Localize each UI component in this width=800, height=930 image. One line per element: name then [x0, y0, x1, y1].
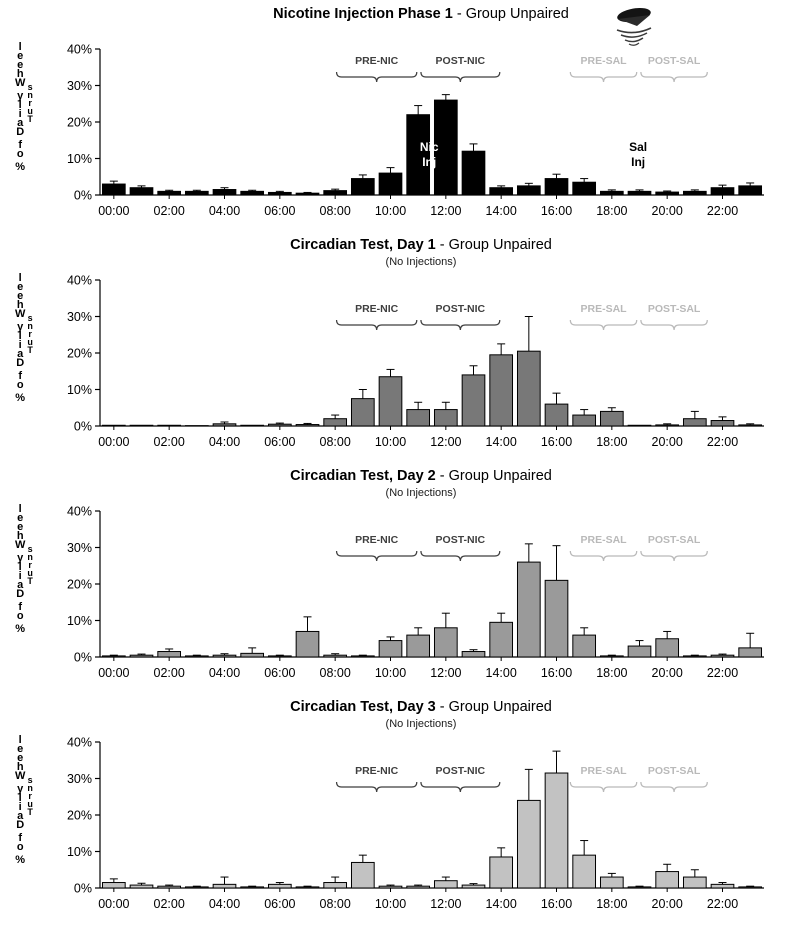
bar [711, 655, 734, 657]
bar [241, 425, 264, 426]
bar [268, 656, 291, 657]
bar [600, 191, 623, 195]
bar [573, 635, 596, 657]
bars [102, 562, 761, 657]
phase-label: PRE-NIC [355, 765, 399, 777]
bar [268, 424, 291, 426]
bar [130, 188, 153, 195]
phase-label: PRE-NIC [355, 303, 399, 315]
x-tick-label: 22:00 [706, 897, 739, 911]
phase-label: POST-SAL [647, 765, 701, 777]
phase-brace [570, 782, 636, 792]
x-tick-label: 04:00 [208, 435, 241, 449]
phase-annotations [337, 765, 708, 792]
bar [102, 883, 125, 888]
bar [600, 656, 623, 657]
x-tick-label: 12:00 [430, 897, 462, 911]
x-tick-label: 12:00 [430, 435, 462, 449]
x-tick-label: 08:00 [319, 897, 351, 911]
phase-brace [641, 551, 707, 561]
bar [130, 655, 153, 657]
y-tick-label: 10% [66, 152, 92, 166]
bar [407, 410, 430, 426]
x-tick-label: 10:00 [374, 435, 407, 449]
y-tick-label: 20% [66, 808, 92, 823]
bar [241, 887, 264, 888]
chart-title [8, 4, 794, 25]
bar [739, 887, 762, 888]
axes [100, 742, 764, 888]
x-ticks [98, 195, 738, 218]
y-ticks [67, 43, 100, 203]
bar [711, 884, 734, 888]
bar [656, 425, 679, 426]
y-ticks [67, 274, 100, 434]
phase-label: POST-NIC [435, 765, 486, 777]
phase-label: PRE-NIC [355, 534, 399, 546]
x-tick-label: 12:00 [430, 204, 462, 218]
x-tick-label: 02:00 [153, 897, 185, 911]
bar [185, 656, 208, 657]
bar [656, 872, 679, 888]
x-tick-label: 10:00 [374, 666, 407, 680]
x-tick-label: 18:00 [596, 435, 628, 449]
x-ticks [98, 426, 738, 449]
bar [407, 635, 430, 657]
bar [379, 173, 402, 195]
bar [628, 646, 651, 657]
x-tick-label: 22:00 [706, 666, 739, 680]
bar [130, 425, 153, 426]
chart-title [8, 235, 794, 256]
bar [351, 179, 374, 195]
injection-label: Nic [419, 140, 439, 154]
x-tick-label: 02:00 [153, 666, 185, 680]
injection-label: Sal [629, 140, 648, 154]
bar [628, 425, 651, 426]
phase-label: POST-SAL [647, 534, 701, 546]
y-tick-label: 10% [66, 845, 92, 859]
y-tick-label: 30% [66, 772, 92, 786]
x-tick-label: 08:00 [319, 666, 351, 680]
bar [434, 628, 457, 657]
chart-panel-circadian-day3 [8, 697, 794, 928]
y-ticks [67, 505, 100, 665]
y-tick-label: 40% [66, 42, 92, 57]
bar [656, 639, 679, 657]
x-tick-label: 14:00 [485, 435, 517, 449]
bar [379, 641, 402, 657]
x-tick-label: 16:00 [540, 204, 573, 218]
y-tick-label: 20% [66, 346, 92, 361]
error-bars [221, 317, 755, 425]
bar [324, 883, 347, 888]
bar [517, 562, 540, 657]
chart-title-suffix: - Group Unpaired [435, 468, 552, 484]
bar [351, 656, 374, 657]
bar [573, 415, 596, 426]
phase-brace [421, 551, 500, 561]
chart-area [8, 499, 794, 697]
bar [462, 652, 485, 657]
bar [545, 404, 568, 426]
phase-brace [421, 782, 500, 792]
y-axis-label: l e e h W y l i a D f o % s n r u T [15, 41, 33, 173]
x-tick-label: 08:00 [319, 435, 351, 449]
bar [351, 399, 374, 426]
axes [100, 511, 764, 657]
phase-brace [337, 72, 417, 82]
axes [100, 280, 764, 426]
x-tick-label: 16:00 [540, 666, 573, 680]
phase-brace [641, 72, 707, 82]
bar [102, 425, 125, 426]
bar [683, 877, 706, 888]
chart-subtitle [8, 25, 794, 37]
bar [490, 355, 513, 426]
bar [213, 190, 236, 195]
injection-label: Inj [422, 155, 437, 169]
bar [628, 191, 651, 195]
chart-area [8, 268, 794, 466]
y-tick-label: 0% [73, 188, 92, 203]
chart-area [8, 730, 794, 928]
bar [573, 855, 596, 888]
bar [213, 884, 236, 888]
x-tick-label: 02:00 [153, 204, 185, 218]
y-tick-label: 0% [73, 881, 92, 896]
bars [102, 773, 761, 888]
y-tick-label: 30% [66, 541, 92, 555]
x-tick-label: 06:00 [264, 435, 296, 449]
bar [739, 648, 762, 657]
bar [324, 655, 347, 657]
x-tick-label: 20:00 [651, 435, 683, 449]
bar [517, 186, 540, 195]
chart-subtitle: (No Injections) [385, 487, 457, 499]
bar [241, 653, 264, 657]
phase-annotations [337, 55, 708, 82]
y-tick-label: 30% [66, 79, 92, 93]
x-tick-label: 14:00 [485, 204, 517, 218]
bar [185, 191, 208, 195]
y-tick-label: 0% [73, 419, 92, 434]
phase-brace [641, 320, 707, 330]
bar [517, 351, 540, 426]
x-tick-label: 16:00 [540, 435, 573, 449]
phase-label: POST-SAL [647, 303, 701, 315]
x-tick-label: 14:00 [485, 666, 517, 680]
phase-brace [421, 72, 500, 82]
phase-label: POST-NIC [435, 303, 486, 315]
y-tick-label: 40% [66, 735, 92, 750]
phase-brace [570, 320, 636, 330]
chart-title [8, 466, 794, 487]
bar [434, 881, 457, 888]
x-tick-label: 04:00 [208, 897, 241, 911]
y-tick-label: 30% [66, 310, 92, 324]
chart-title [8, 697, 794, 718]
y-tick-label: 40% [66, 273, 92, 288]
chart-title-main: Circadian Test, Day 1 [290, 237, 436, 253]
x-tick-label: 00:00 [98, 435, 130, 449]
bar [130, 885, 153, 888]
bar [545, 580, 568, 657]
phase-brace [337, 320, 417, 330]
phase-label: PRE-NIC [355, 55, 399, 67]
bar [296, 193, 319, 195]
x-tick-label: 18:00 [596, 666, 628, 680]
bar [683, 656, 706, 657]
phase-brace [337, 782, 417, 792]
chart-title-suffix: - Group Unpaired [435, 699, 552, 715]
phase-brace [337, 551, 417, 561]
x-tick-label: 10:00 [374, 897, 407, 911]
y-tick-label: 20% [66, 577, 92, 592]
bar [573, 182, 596, 195]
bar [213, 424, 236, 426]
axes [100, 49, 764, 195]
bar [462, 375, 485, 426]
bars [102, 351, 761, 426]
x-tick-label: 18:00 [596, 897, 628, 911]
bar [379, 377, 402, 426]
bar [490, 188, 513, 195]
y-ticks [67, 736, 100, 896]
chart-title-suffix: - Group Unpaired [452, 6, 569, 22]
bar [158, 191, 181, 195]
phase-annotations [337, 303, 708, 330]
phase-label: POST-SAL [647, 55, 701, 67]
x-tick-label: 20:00 [651, 204, 683, 218]
bar [268, 192, 291, 195]
x-tick-label: 12:00 [430, 666, 462, 680]
x-tick-label: 06:00 [264, 666, 296, 680]
y-tick-label: 10% [66, 383, 92, 397]
x-tick-label: 20:00 [651, 897, 683, 911]
bar [462, 151, 485, 195]
y-tick-label: 0% [73, 650, 92, 665]
x-tick-label: 14:00 [485, 897, 517, 911]
injection-label: Inj [631, 155, 646, 169]
bar [490, 857, 513, 888]
y-axis-label: l e e h W y l i a D f o % s n r u T [15, 503, 33, 635]
phase-annotations [337, 534, 708, 561]
bar [683, 191, 706, 195]
y-tick-label: 20% [66, 115, 92, 130]
phase-brace [641, 782, 707, 792]
x-tick-label: 02:00 [153, 435, 185, 449]
bar [324, 191, 347, 195]
bar [102, 656, 125, 657]
bar [545, 773, 568, 888]
chart-title-main: Circadian Test, Day 3 [290, 699, 436, 715]
x-ticks [98, 888, 738, 911]
x-tick-label: 06:00 [264, 897, 296, 911]
bar-chart-circadian-day2 [48, 499, 778, 697]
chart-panel-circadian-day2 [8, 466, 794, 697]
y-axis-label: l e e h W y l i a D f o % s n r u T [15, 734, 33, 866]
bar [296, 887, 319, 888]
phase-brace [570, 72, 636, 82]
bar [739, 186, 762, 195]
bar-chart-circadian-day1 [48, 268, 778, 466]
chart-subtitle: (No Injections) [385, 256, 457, 268]
y-tick-label: 40% [66, 504, 92, 519]
y-axis-label: l e e h W y l i a D f o % s n r u T [15, 272, 33, 404]
bar [296, 631, 319, 657]
phase-label: PRE-SAL [580, 55, 627, 67]
bar [158, 652, 181, 657]
x-tick-label: 06:00 [264, 204, 296, 218]
bar [711, 421, 734, 426]
y-tick-label: 10% [66, 614, 92, 628]
chart-panel-circadian-day1 [8, 235, 794, 466]
bar [213, 655, 236, 657]
x-tick-label: 04:00 [208, 204, 241, 218]
bar [434, 410, 457, 426]
bar [628, 887, 651, 888]
phase-label: PRE-SAL [580, 765, 627, 777]
x-tick-label: 10:00 [374, 204, 407, 218]
phase-brace [421, 320, 500, 330]
x-tick-label: 08:00 [319, 204, 351, 218]
bar [656, 192, 679, 195]
bar [683, 419, 706, 426]
bar [517, 800, 540, 888]
phase-label: POST-NIC [435, 55, 486, 67]
bar [296, 425, 319, 426]
chart-title-main: Circadian Test, Day 2 [290, 468, 436, 484]
x-tick-label: 04:00 [208, 666, 241, 680]
bar [158, 886, 181, 888]
bar [102, 184, 125, 195]
x-ticks [98, 657, 738, 680]
x-tick-label: 22:00 [706, 204, 739, 218]
bar [158, 425, 181, 426]
x-tick-label: 16:00 [540, 897, 573, 911]
bar [600, 877, 623, 888]
phase-brace [570, 551, 636, 561]
chart-title-suffix: - Group Unpaired [435, 237, 552, 253]
bar [462, 885, 485, 888]
dark-clipart-icon [610, 6, 658, 48]
bar [490, 622, 513, 657]
chart-subtitle: (No Injections) [385, 718, 457, 730]
bar-chart-nicotine-phase1 [48, 37, 778, 235]
phase-label: PRE-SAL [580, 534, 627, 546]
bar [600, 411, 623, 426]
bar [185, 887, 208, 888]
x-tick-label: 18:00 [596, 204, 628, 218]
bar [545, 179, 568, 195]
phase-label: POST-NIC [435, 534, 486, 546]
bar [407, 886, 430, 888]
x-tick-label: 20:00 [651, 666, 683, 680]
bar [351, 862, 374, 888]
chart-title-main: Nicotine Injection Phase 1 [273, 6, 453, 22]
x-tick-label: 00:00 [98, 897, 130, 911]
bar [324, 419, 347, 426]
bar-chart-circadian-day3 [48, 730, 778, 928]
bar [241, 191, 264, 195]
x-tick-label: 00:00 [98, 204, 130, 218]
phase-label: PRE-SAL [580, 303, 627, 315]
bar [739, 425, 762, 426]
chart-area [8, 37, 794, 235]
x-tick-label: 22:00 [706, 435, 739, 449]
x-tick-label: 00:00 [98, 666, 130, 680]
bar [268, 884, 291, 888]
chart-panel-nicotine-phase1 [8, 4, 794, 235]
bar [379, 886, 402, 888]
bar [711, 188, 734, 195]
